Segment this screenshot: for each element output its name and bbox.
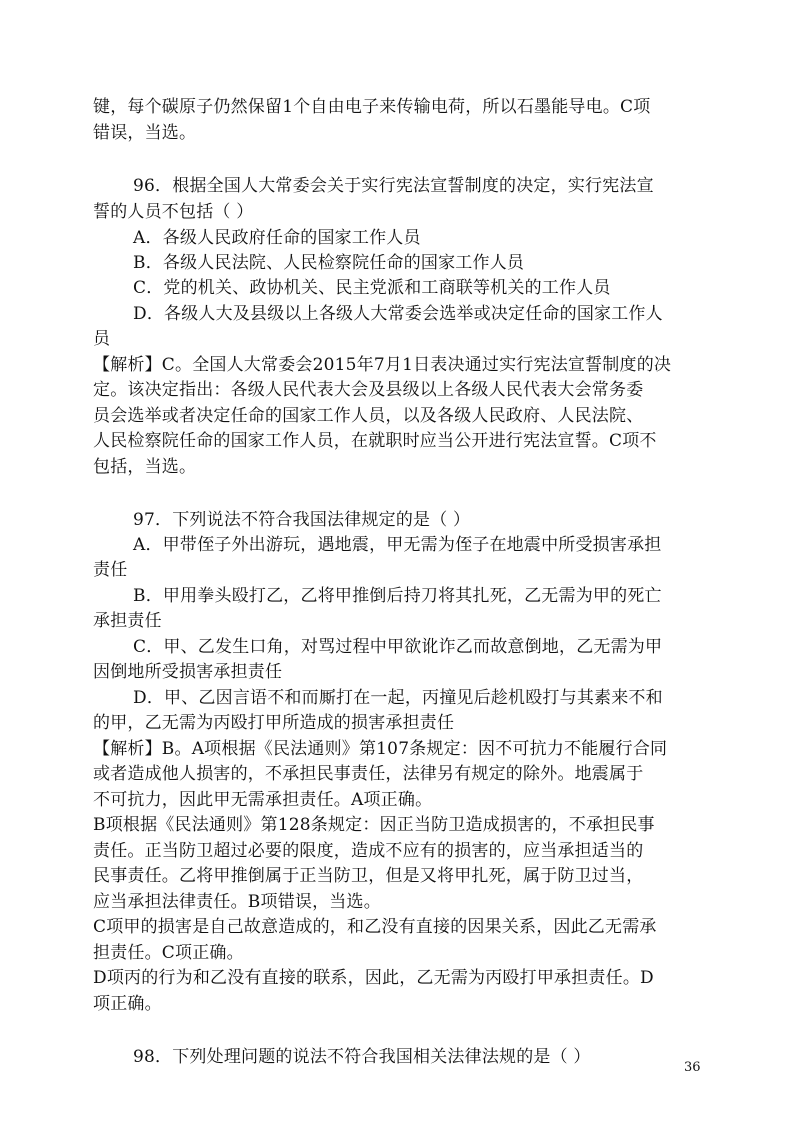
answer-97-analysis-d: D项丙的行为和乙没有直接的联系，因此，乙无需为丙殴打甲承担责任。D [93, 968, 654, 988]
answer-97-analysis: 【解析】B。A项根据《民法通则》第107条规定：因不可抗力不能履行合同 [93, 739, 668, 759]
question-96-option-a: A．各级人民政府任命的国家工作人员 [133, 228, 421, 248]
question-97-option-a: A．甲带侄子外出游玩，遇地震，甲无需为侄子在地震中所受损害承担 [133, 535, 662, 555]
answer-97-analysis-b-cont: 责任。正当防卫超过必要的限度，造成不应有的损害的，应当承担适当的 [93, 841, 644, 861]
question-97-option-b-cont: 承担责任 [93, 611, 162, 631]
question-96-stem: 96．根据全国人大常委会关于实行宪法宣誓制度的决定，实行宪法宣 [133, 176, 654, 196]
answer-97-analysis-c-cont: 担责任。C项正确。 [93, 943, 244, 963]
question-97-option-c: C．甲、乙发生口角，对骂过程中甲欲讹诈乙而故意倒地，乙无需为甲 [133, 637, 663, 657]
question-98-stem: 98．下列处理问题的说法不符合我国相关法律法规的是（ ） [133, 1047, 591, 1067]
answer-97-analysis-b-cont: 民事责任。乙将甲推倒属于正当防卫，但是又将甲扎死，属于防卫过当， [93, 866, 644, 886]
question-97-option-c-cont: 因倒地所受损害承担责任 [93, 662, 283, 682]
answer-96-analysis-cont: 员会选举或者决定任命的国家工作人员，以及各级人民政府、人民法院、 [93, 406, 644, 426]
answer-97-analysis-d-cont: 项正确。 [93, 994, 162, 1014]
answer-97-analysis-c: C项甲的损害是自己故意造成的，和乙没有直接的因果关系，因此乙无需承 [93, 917, 657, 937]
question-96-stem-cont: 誓的人员不包括（ ） [93, 202, 254, 222]
question-96-option-d-cont: 员 [93, 329, 111, 349]
question-97-option-b: B．甲用拳头殴打乙，乙将甲推倒后持刀将其扎死，乙无需为甲的死亡 [133, 586, 662, 606]
text-line: 错误，当选。 [93, 123, 197, 143]
answer-96-analysis-cont: 定。该决定指出：各级人民代表大会及县级以上各级人民代表大会常务委 [93, 380, 644, 400]
page-number: 36 [684, 1060, 701, 1075]
question-97-stem: 97．下列说法不符合我国法律规定的是（ ） [133, 510, 471, 530]
text-line: 键，每个碳原子仍然保留1个自由电子来传输电荷，所以石墨能导电。C项 [93, 97, 651, 117]
answer-97-analysis-b-cont: 应当承担法律责任。B项错误，当选。 [93, 892, 381, 912]
question-97-option-d-cont: 的甲，乙无需为丙殴打甲所造成的损害承担责任 [93, 713, 455, 733]
question-97-option-d: D．甲、乙因言语不和而厮打在一起，丙撞见后趁机殴打与其素来不和 [133, 688, 663, 708]
question-96-option-d: D．各级人大及县级以上各级人大常委会选举或决定任命的国家工作人 [133, 304, 663, 324]
answer-97-analysis-cont: 或者造成他人损害的，不承担民事责任，法律另有规定的除外。地震属于 [93, 764, 644, 784]
answer-96-analysis-cont: 包括，当选。 [93, 457, 197, 477]
question-97-option-a-cont: 责任 [93, 560, 128, 580]
answer-97-analysis-b: B项根据《民法通则》第128条规定：因正当防卫造成损害的，不承担民事 [93, 815, 655, 835]
answer-97-analysis-cont: 不可抗力，因此甲无需承担责任。A项正确。 [93, 790, 433, 810]
answer-96-analysis-cont: 人民检察院任命的国家工作人员，在就职时应当公开进行宪法宣誓。C项不 [93, 431, 657, 451]
question-96-option-c: C．党的机关、政协机关、民主党派和工商联等机关的工作人员 [133, 278, 611, 298]
question-96-option-b: B．各级人民法院、人民检察院任命的国家工作人员 [133, 253, 525, 273]
answer-96-analysis: 【解析】C。全国人大常委会2015年7月1日表决通过实行宪法宣誓制度的决 [93, 355, 672, 375]
